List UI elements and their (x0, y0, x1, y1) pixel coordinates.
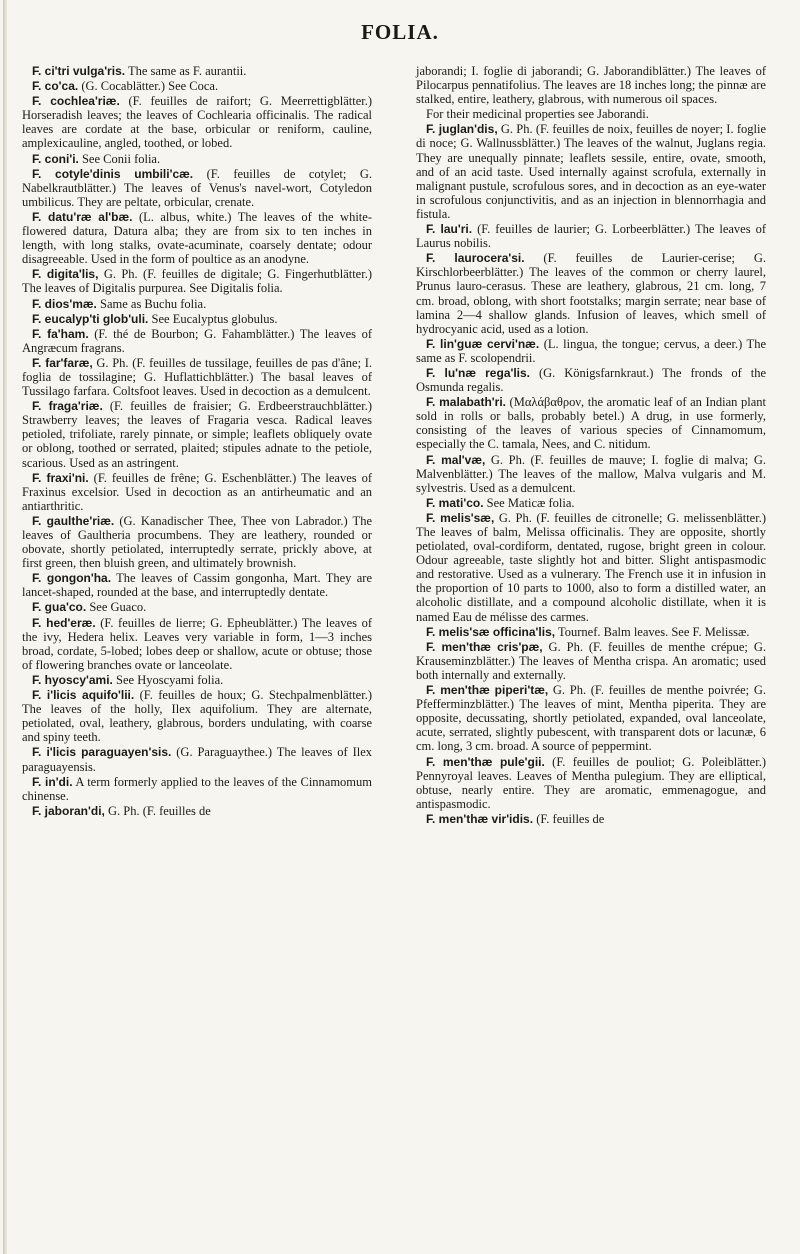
entry-headword: F. i'licis aquifo'lii. (32, 688, 135, 703)
entry-headword: F. men'thæ pule'gii. (426, 754, 545, 769)
entry-definition: (G. Königsfarnkraut.) The fronds of the Osmunda regalis. (416, 365, 766, 395)
entry-headword: F. eucalyp'ti glob'uli. (32, 311, 149, 326)
entry-headword: F. co'ca. (32, 79, 79, 94)
entry-headword: F. mal'væ, (426, 452, 486, 467)
dictionary-entry (22, 312, 372, 326)
entry-definition: Same as Buchu folia. (96, 296, 207, 311)
entry-definition: See Conii folia. (78, 151, 161, 166)
entry-definition: G. Ph. (F. feuilles de (104, 803, 211, 818)
dictionary-entry (22, 167, 372, 209)
entry-definition: jaborandi; I. foglie di jaborandi; G. Jaborandiblätter.) The leaves of Pilocarpus pennatifolius. The leaves are 18 inches long; the pinnæ are stalked, entire, leathery, glabrous, with numerous oil spaces. (416, 64, 766, 107)
entry-definition: (F. feuilles de (533, 811, 605, 826)
left-column (22, 64, 372, 819)
entry-headword: F. laurocera'si. (426, 251, 525, 266)
dictionary-entry (22, 775, 372, 803)
entry-headword: F. hyoscy'ami. (32, 672, 113, 687)
dictionary-entry (416, 640, 766, 682)
entry-definition: (F. feuilles de frêne; G. Eschenblätter.) The leaves of Fraxinus excelsior. Used in decoction as an antirheumatic and an antiarthritic. (22, 470, 372, 513)
entry-headword: F. fa'ham. (32, 326, 89, 341)
dictionary-entry (416, 755, 766, 811)
entry-definition: Tournef. Balm leaves. See F. Melissæ. (555, 624, 750, 639)
running-head: FOLIA. (361, 20, 439, 44)
entry-definition: The same as F. aurantii. (125, 64, 247, 78)
entry-headword: F. digita'lis, (32, 267, 99, 282)
entry-definition: (F. feuilles de lierre; G. Epheublätter.) The leaves of the ivy, Hedera helix. Leaves very variable in form, 1—3 inches broad, cordate, 5-lobed; lobes deep or shallow, acute or obtuse; those of flowering branches ovate or lanceolate. (22, 615, 372, 672)
dictionary-entry (22, 616, 372, 672)
entry-headword: F. jaboran'di, (32, 803, 105, 818)
entry-headword: F. melis'sæ officina'lis, (426, 624, 556, 639)
dictionary-entry (416, 122, 766, 221)
entry-headword: F. juglan'dis, (426, 122, 498, 137)
entry-headword: F. malabath'ri. (426, 395, 506, 410)
entry-headword: F. men'thæ vir'idis. (426, 811, 534, 826)
entry-definition: (F. thé de Bourbon; G. Fahamblätter.) The leaves of Angræcum fragrans. (22, 326, 372, 355)
entry-definition: (F. feuilles de raifort; G. Meerrettigblätter.) Horseradish leaves; the leaves of Cochlearia officinalis. The radical leaves are cordate at the base, orbicular or reniform, cauline, amplexicauline, angled, toothed, or lobed. (22, 94, 373, 151)
entry-definition: G. Ph. (F. feuilles de citronelle; G. melissenblätter.) The leaves of balm, Melissa officinalis. They are opposite, shortly petiolated, oval-cordiform, dentated, rugose, bright green in colour. Odour agreeable, taste slightly hot and bitter. Slight antispasmodic and restorative. Used as a vulnerary. The French use it in infusion in the proportion of 10 parts to 1000, also to form a distilled water, an alcoholic distillate, and a compound alcoholic distillate, when it is named Eau de mélisse des carmes. (416, 510, 766, 624)
dictionary-entry (22, 152, 372, 166)
dictionary-entry (416, 395, 766, 451)
entry-definition: See Eucalyptus globulus. (148, 311, 278, 326)
dictionary-entry (22, 514, 372, 570)
dictionary-entry (416, 511, 766, 624)
entry-definition: (G. Cocablätter.) See Coca. (78, 79, 219, 94)
dictionary-entry (22, 94, 372, 150)
right-column (416, 64, 766, 827)
dictionary-entry (416, 337, 766, 365)
entry-definition: G. Ph. (F. feuilles de mauve; I. foglie di malva; G. Malvenblätter.) The leaves of the mallow, Malva vulgaris and M. sylvestris. Used as a demulcent. (416, 452, 766, 495)
entry-definition: (F. feuilles de pouliot; G. Poleiblätter.) Pennyroyal leaves. Leaves of Mentha pulegium. They are elliptical, obtuse, nearly entire. They are aromatic, emmenagogue, and antispasmodic. (416, 754, 766, 811)
entry-headword: F. ci'tri vulga'ris. (32, 64, 126, 78)
dictionary-entry (416, 812, 766, 826)
entry-definition: (G. Kanadischer Thee, Thee von Labrador.) The leaves of Gaultheria procumbens. They are leathery, rounded or obovate, shortly petiolated, interruptedly serrate, prickly above, at first green, then bluish green, and ultimately brownish. (22, 513, 372, 571)
entry-definition: (L. lingua, the tongue; cervus, a deer.) The same as F. scolopendrii. (416, 336, 766, 365)
entry-headword: F. dios'mæ. (32, 296, 97, 311)
entry-headword: F. i'licis paraguayen'sis. (32, 745, 172, 760)
entry-definition: See Maticæ folia. (483, 495, 575, 510)
entry-definition: (F. feuilles de cotylet; G. Nabelkrautblätter.) The leaves of Venus's navel-wort, Cotyledon umbilicus. They are peltate, orbicular, crenate. (22, 166, 373, 209)
entry-headword: F. datu'ræ al'bæ. (32, 209, 133, 224)
entry-headword: F. lu'næ rega'lis. (426, 365, 531, 380)
dictionary-entry (22, 267, 372, 295)
entry-headword: F. melis'sæ, (426, 510, 495, 525)
dictionary-entry (22, 571, 372, 599)
entry-definition: (F. feuilles de laurier; G. Lorbeerblätter.) The leaves of Laurus nobilis. (416, 222, 766, 251)
entry-headword: F. lau'ri. (426, 222, 473, 237)
dictionary-entry (22, 297, 372, 311)
entry-headword: F. gaulthe'riæ. (32, 513, 115, 528)
entry-headword: F. men'thæ cris'pæ, (426, 639, 543, 654)
entry-definition: (F. feuilles de Laurier-cerise; G. Kirschlorbeerblätter.) The leaves of the common or cherry laurel, Prunus lauro-cerasus. These are leathery, glabrous, 21 cm. long, 7 cm. broad, oblong, with short footstalks; margin serrate; near base of lamina 2—4 shallow glands. Infusion of leaves, which smell of hydrocyanic acid, used as a lotion. (416, 251, 766, 336)
entry-definition: (F. feuilles de fraisier; G. Erdbeerstrauchblätter.) Strawberry leaves; the leaves of Fragaria vesca. Radical leaves petioled, trifoliate, rarely pinnate, or simple; leaflets obliquely ovate or oblong, toothed or serrated, plaited; stipules adnate to the petiole, scarious. Used as an astringent. (22, 399, 372, 470)
entry-headword: F. far'faræ, (32, 355, 93, 370)
dictionary-entry (22, 804, 372, 818)
entry-headword: F. in'di. (32, 774, 73, 789)
dictionary-entry (22, 688, 372, 744)
entry-definition: A term formerly applied to the leaves of the Cinnamomum chinense. (22, 774, 373, 803)
entry-definition: See Guaco. (86, 600, 147, 615)
entry-definition: G. Ph. (F. feuilles de menthe crépue; G. Krauseminzblätter.) The leaves of Mentha crispa. An aromatic; used both internally and externally. (416, 639, 766, 682)
entry-definition: (Μαλάβαθρον, the aromatic leaf of an Indian plant sold in rolls or balls, probably betel.) A drug, in use formerly, consisting of the leaves of various species of Cinnamomum, especially the C. tamala, Nees, and C. nitidum. (416, 395, 766, 452)
dictionary-entry (22, 600, 372, 614)
entry-headword: F. hed'eræ. (32, 615, 96, 630)
dictionary-entry (416, 251, 766, 336)
entry-definition: (F. feuilles de houx; G. Stechpalmenblätter.) The leaves of the holly, Ilex aquifolium. They are alternate, petiolated, oval, leathery, glabrous, borders undulating, with coarse and spiny teeth. (22, 688, 372, 745)
entry-headword: F. mati'co. (426, 495, 484, 510)
entry-definition: (G. Paraguaythee.) The leaves of Ilex paraguayensis. (22, 745, 372, 774)
entry-headword: F. coni'i. (32, 151, 79, 166)
dictionary-entry (416, 64, 766, 106)
dictionary-entry (416, 683, 766, 753)
entry-headword: F. men'thæ piperi'tæ, (426, 683, 549, 698)
entry-definition: See Hyoscyami folia. (112, 672, 224, 687)
dictionary-entry (22, 210, 372, 266)
entry-headword: F. gongon'ha. (32, 571, 112, 586)
entry-headword: F. cotyle'dinis umbili'cæ. (32, 166, 194, 181)
dictionary-entry (416, 222, 766, 250)
entry-definition: G. Ph. (F. feuilles de noix, feuilles de noyer; I. foglie di noce; G. Wallnussblätter.) The leaves of the walnut, Juglans regia. They are unequally pinnate; leaflets sessile, entire, ovate, smooth, and of an acid taste. Used internally against scrofula, externally in malignant pustule, scrofulous sores, and in decoction as an eye-water in scrofulous conjunctivitis, and as an injection in blennorrhagia and fistula. (416, 122, 767, 221)
entry-definition: For their medicinal properties see Jaborandi. (426, 107, 649, 122)
entry-definition: The leaves of Cassim gongonha, Mart. They are lancet-shaped, rounded at the base, and interruptedly dentate. (22, 571, 372, 600)
dictionary-entry (416, 453, 766, 495)
dictionary-entry (22, 471, 372, 513)
page-edge-shadow (3, 0, 7, 1254)
entry-headword: F. lin'guæ cervi'næ. (426, 336, 540, 351)
entry-headword: F. fraxi'ni. (32, 470, 89, 485)
entry-definition: G. Ph. (F. feuilles de digitale; G. Fingerhutblätter.) The leaves of Digitalis purpurea. See Digitalis folia. (22, 267, 372, 296)
dictionary-entry (22, 399, 372, 469)
entry-definition: (L. albus, white.) The leaves of the white-flowered datura, Datura alba; they are from six to ten inches in length, with long stalks, ovate-acuminate, coarsely dentate; odour disagreeable. Used in the form of poultice as an anodyne. (22, 209, 372, 267)
dictionary-entry (22, 745, 372, 773)
entry-headword: F. cochlea'riæ. (32, 94, 120, 109)
entry-headword: F. fraga'riæ. (32, 399, 103, 414)
dictionary-entry (22, 327, 372, 355)
entry-headword: F. gua'co. (32, 600, 87, 615)
dictionary-entry (22, 673, 372, 687)
dictionary-entry (22, 356, 372, 398)
dictionary-entry (22, 79, 372, 93)
dictionary-entry (22, 64, 372, 78)
dictionary-entry (416, 496, 766, 510)
dictionary-entry (416, 625, 766, 639)
entry-definition: G. Ph. (F. feuilles de menthe poivrée; G. Pfefferminzblätter.) The leaves of mint, Mentha piperita. They are opposite, decussating, shortly petiolated, expanded, oval lanceolate, acute, serrated, slightly pubescent, with transparent dots or lacunæ, 6 cm. long, 3 cm. broad. A source of peppermint. (416, 683, 766, 754)
entry-definition: G. Ph. (F. feuilles de tussilage, feuilles de pas d'âne; I. foglia de tossilagine; G. Huflattichblätter.) The basal leaves of Tussilago farfara. Coltsfoot leaves. Used in decoction as a demulcent. (22, 355, 372, 399)
dictionary-entry (416, 366, 766, 394)
dictionary-entry (416, 107, 766, 121)
